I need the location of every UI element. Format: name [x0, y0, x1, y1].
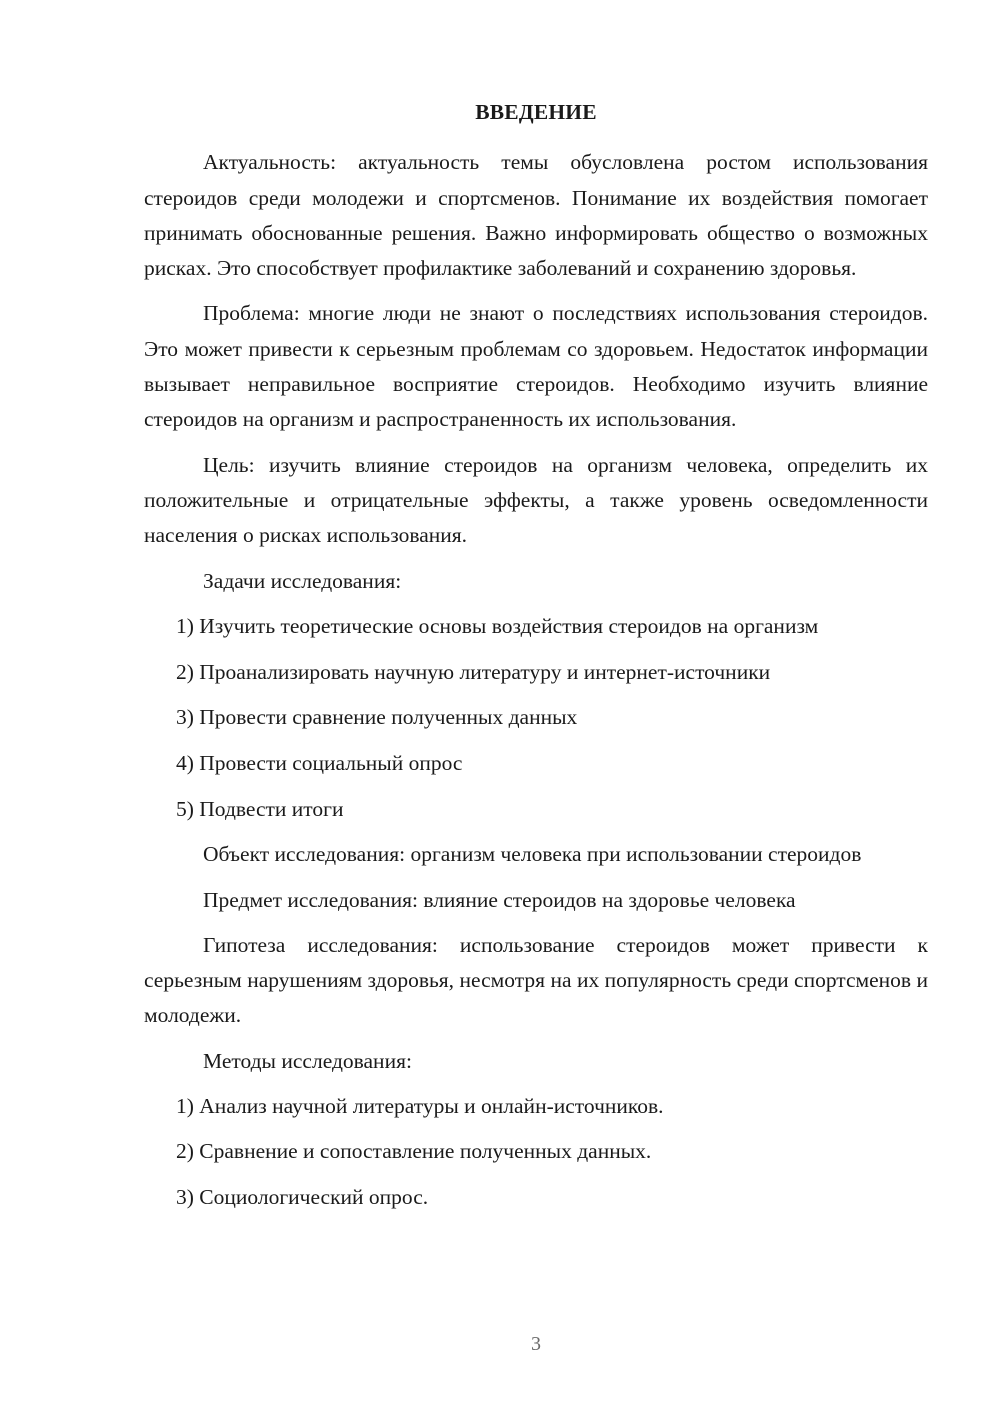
tasks-list — [144, 609, 928, 827]
page-title: ВВЕДЕНИЕ — [475, 100, 597, 124]
problem-paragraph: Проблема: многие люди не знают о последствиях использования стероидов. Это может привести к серьезным проблемам со здоровьем. Недостаток информации вызывает неправильное восприятие стероидов. Необходимо изучить влияние стероидов на организм и распространенность их использования. — [144, 301, 928, 432]
list-item: 3) Социологический опрос. — [176, 1184, 429, 1209]
tasks-heading: Задачи исследования: — [203, 568, 402, 593]
list-item: 4) Провести социальный опрос — [176, 750, 463, 775]
subject-paragraph: Предмет исследования: влияние стероидов на здоровье человека — [203, 887, 796, 912]
hypothesis-paragraph: Гипотеза исследования: использование стероидов может привести к серьезным нарушениям здоровья, несмотря на их популярность среди спортсменов и молодежи. — [144, 932, 928, 1028]
relevance-paragraph: Актуальность: актуальность темы обусловлена ростом использования стероидов среди молодежи и спортсменов. Понимание их воздействия помогает принимать обоснованные решения. Важно информировать общество о возможных рисках. Это способствует профилактике заболеваний и сохранению здоровья. — [144, 150, 928, 281]
list-item: 2) Сравнение и сопоставление полученных данных. — [176, 1139, 652, 1164]
goal-paragraph: Цель: изучить влияние стероидов на организм человека, определить их положительные и отрицательные эффекты, а также уровень осведомленности населения о рисках использования. — [144, 452, 928, 548]
list-item: 1) Изучить теоретические основы воздействия стероидов на организм — [176, 613, 819, 638]
methods-heading: Методы исследования: — [203, 1048, 412, 1073]
document-page — [144, 95, 928, 1225]
list-item: 3) Провести сравнение полученных данных — [176, 705, 578, 730]
page-number: 3 — [531, 1333, 541, 1355]
methods-list — [144, 1089, 928, 1215]
list-item: 5) Подвести итоги — [176, 796, 344, 821]
list-item: 2) Проанализировать научную литературу и интернет-источники — [176, 659, 771, 684]
list-item: 1) Анализ научной литературы и онлайн-источников. — [176, 1094, 664, 1119]
object-paragraph: Объект исследования: организм человека при использовании стероидов — [203, 842, 862, 867]
